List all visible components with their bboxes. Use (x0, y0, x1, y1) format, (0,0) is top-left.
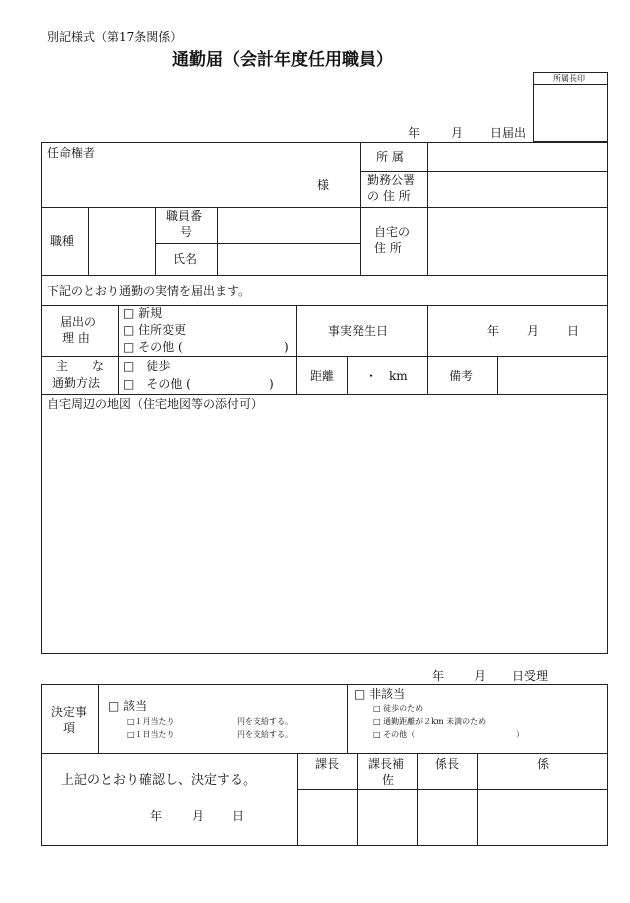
submit-month: 月 (451, 126, 464, 140)
vline-reason-label (118, 305, 119, 394)
approval-year: 年 (150, 809, 163, 823)
vline-distance-label (347, 356, 348, 394)
decision-na-other-close: ） (516, 730, 524, 739)
decision-applicable[interactable]: □ 該当 (108, 699, 148, 713)
event-month: 月 (527, 324, 540, 338)
map-area[interactable] (42, 412, 607, 653)
unit-chief-label: 係長 (435, 757, 460, 771)
affiliation-label: 所 属 (376, 150, 404, 164)
vline-decision-split (347, 684, 348, 753)
reason-label-2: 理 由 (62, 331, 90, 345)
stamp-divider (533, 84, 608, 85)
decision-per-month[interactable]: □１月当たり (127, 717, 175, 726)
vline-number-value (217, 207, 218, 275)
event-date-label: 事実発生日 (328, 324, 389, 338)
home-address-label-1: 自宅の (374, 225, 411, 239)
event-year: 年 (487, 324, 500, 338)
line-reason-bottom (41, 356, 608, 357)
approval-month: 月 (192, 809, 205, 823)
distance-unit: ・ km (365, 369, 408, 383)
reason-option-address-change[interactable]: □ 住所変更 (123, 323, 187, 337)
vline-decision-label (98, 684, 99, 753)
event-day: 日 (567, 324, 580, 338)
appointer-honorific: 様 (317, 178, 330, 192)
stamp-label: 所属長印 (553, 74, 585, 83)
vline-event-date (427, 305, 428, 356)
decision-label-2: 項 (63, 721, 76, 735)
form-reference: 別記様式（第17条関係） (47, 30, 183, 44)
vline-address-label (427, 142, 428, 275)
reason-label-1: 届出の (60, 315, 97, 329)
unit-chief-stamp-cell[interactable] (418, 790, 477, 845)
map-label: 自宅周辺の地図（住宅地図等の添付可） (47, 397, 264, 411)
line-appointer-bottom (41, 207, 608, 208)
deputy-chief-stamp-cell[interactable] (358, 790, 417, 845)
receipt-month: 月 (474, 669, 487, 683)
line-affiliation (360, 171, 608, 172)
distance-label: 距離 (310, 369, 335, 383)
section-chief-label: 課長 (315, 757, 340, 771)
approval-day: 日 (232, 809, 245, 823)
employee-number-label-2: 号 (180, 225, 193, 239)
job-type-label: 職種 (50, 234, 75, 248)
commute-option-walk[interactable]: □ 徒歩 (123, 359, 171, 373)
decision-not-applicable[interactable]: □ 非該当 (354, 687, 406, 701)
reason-option-new[interactable]: □ 新規 (123, 306, 163, 320)
receipt-year: 年 (432, 669, 445, 683)
decision-per-day-pay: 円を支給する。 (237, 730, 293, 739)
vline-number-label (155, 207, 156, 275)
decision-na-other[interactable]: □ その他（ (373, 730, 416, 739)
line-commute-bottom (41, 394, 608, 395)
line-number-name (155, 243, 360, 244)
reason-option-other[interactable]: □ その他 ( (123, 340, 183, 354)
commute-option-other-close: ) (269, 377, 274, 391)
vline-distance-value (427, 356, 428, 394)
employee-name-label: 氏名 (173, 252, 198, 266)
decision-per-month-pay: 円を支給する。 (237, 717, 293, 726)
vline-reason-options (296, 305, 297, 394)
vline-remarks-label (497, 356, 498, 394)
appointer-label: 任命権者 (47, 146, 96, 160)
reason-option-other-close: ) (284, 340, 289, 354)
decision-per-day[interactable]: □１日当たり (127, 730, 175, 739)
decision-na-walk[interactable]: □ 徒歩のため (373, 704, 424, 713)
statement-text: 下記のとおり通勤の実情を届出ます。 (47, 284, 251, 298)
staff-label: 係 (537, 757, 550, 771)
vline-jobtype (88, 207, 89, 275)
commute-label-2: 通勤方法 (52, 376, 101, 390)
deputy-chief-label-1: 課長補 (368, 757, 405, 771)
deputy-chief-label-2: 佐 (382, 773, 395, 787)
form-title: 通勤届（会計年度任用職員） (172, 50, 393, 70)
decision-label-1: 決定事 (51, 705, 88, 719)
home-address-label-2: 住 所 (374, 241, 402, 255)
vline-appointer-right (360, 142, 361, 275)
submit-day: 日届出 (490, 126, 527, 140)
office-address-label-2: の 住 所 (367, 189, 411, 203)
commute-option-other[interactable]: □ その他 ( (123, 377, 191, 391)
decision-na-distance[interactable]: □ 通勤距離が２km 未満のため (373, 717, 487, 726)
commute-label-1: 主 な (56, 359, 105, 373)
line-decision-bottom (41, 753, 608, 754)
receipt-day: 日受理 (512, 669, 549, 683)
submit-year: 年 (408, 126, 421, 140)
line-employee-bottom (41, 275, 608, 276)
staff-stamp-cell[interactable] (478, 790, 607, 845)
employee-number-label-1: 職員番 (166, 209, 203, 223)
office-address-label-1: 勤務公署 (367, 173, 416, 187)
approval-statement: 上記のとおり確認し、決定する。 (61, 773, 257, 788)
remarks-label: 備考 (449, 369, 474, 383)
section-chief-stamp-cell[interactable] (298, 790, 357, 845)
